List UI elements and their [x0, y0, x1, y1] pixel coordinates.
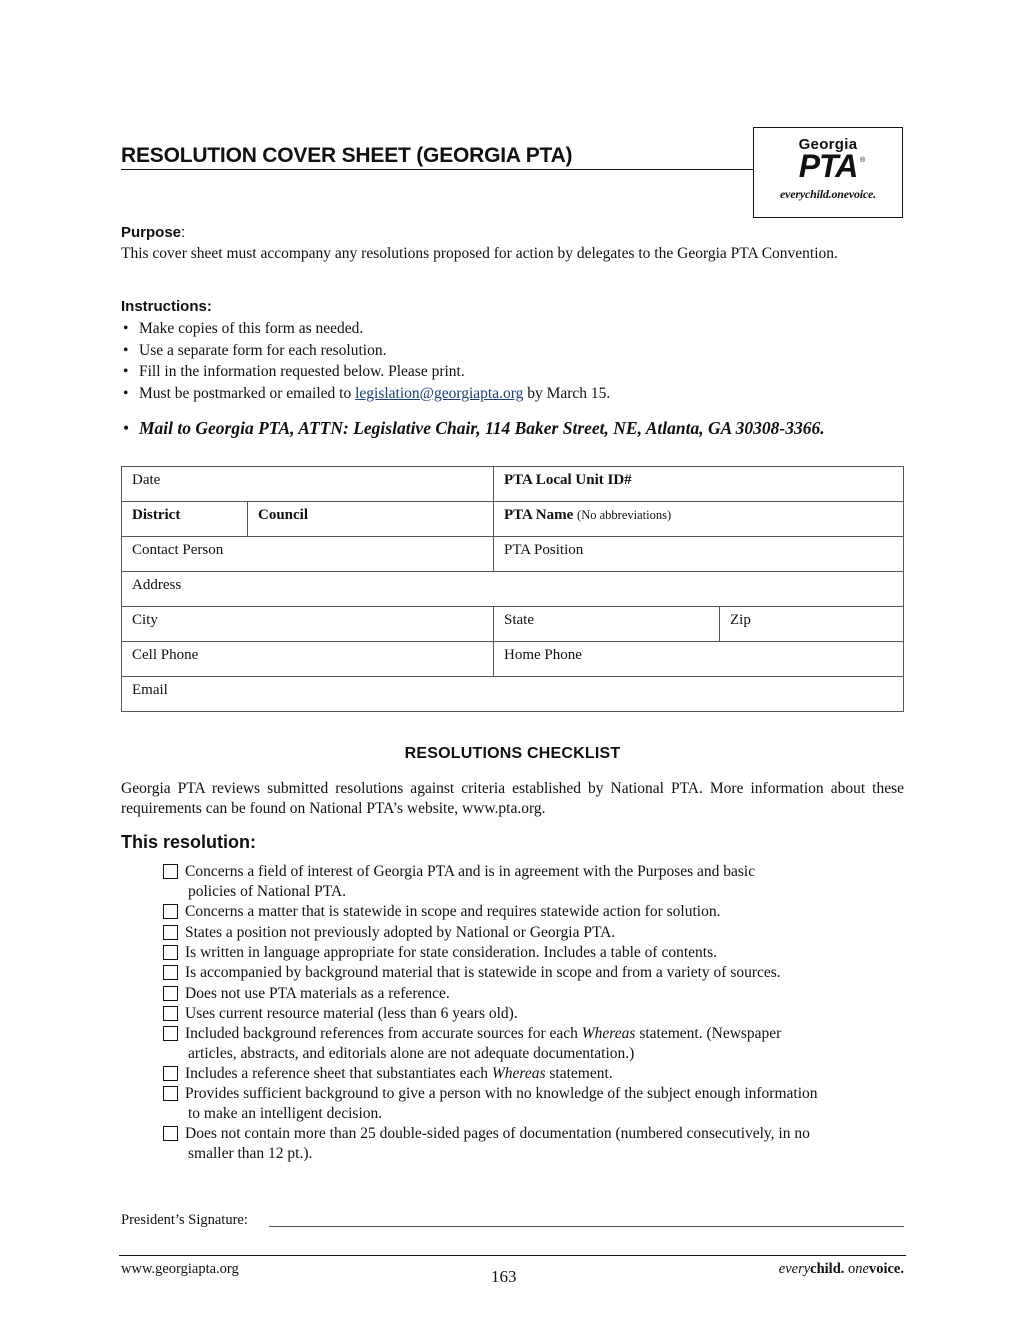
- contact-person-field[interactable]: [122, 537, 493, 571]
- checklist-item: [163, 1064, 908, 1084]
- instruction-text-end: by March 15.: [523, 384, 611, 402]
- zip-label: Zip: [730, 612, 751, 628]
- page-title: RESOLUTION COVER SHEET (GEORGIA PTA): [121, 144, 573, 167]
- checklist-item: [163, 1084, 908, 1124]
- checklist-item-text: Concerns a matter that is statewide in scope and requires statewide action for solution.: [185, 903, 721, 920]
- footer-website: www.georgiapta.org: [121, 1261, 239, 1277]
- checklist-item-text-end: statement.: [545, 1065, 613, 1082]
- purpose-text: This cover sheet must accompany any resolutions proposed for action by delegates to the Georgia PTA Convention.: [121, 245, 838, 262]
- title-underline: [121, 169, 754, 170]
- logo-tagline: everychild.onevoice.: [780, 187, 876, 201]
- checklist-item-text: Is accompanied by background material that is statewide in scope and from a variety of sources.: [185, 964, 781, 981]
- unit-id-label: PTA Local Unit ID#: [504, 472, 632, 488]
- checklist-item: [163, 1124, 908, 1164]
- logo-registered-mark: ®: [860, 157, 866, 164]
- purpose-label: Purpose: [121, 224, 182, 241]
- checklist-item-text-cont: smaller than 12 pt.).: [188, 1145, 313, 1162]
- pta-name-note: (No abbreviations): [577, 508, 672, 522]
- checkbox[interactable]: [163, 864, 178, 879]
- tagline-child: child.: [810, 1261, 845, 1277]
- checkbox[interactable]: [163, 1066, 178, 1081]
- mail-instruction: [121, 418, 825, 439]
- home-phone-field[interactable]: [493, 642, 903, 676]
- pta-position-field[interactable]: [493, 537, 903, 571]
- city-field[interactable]: [122, 607, 493, 641]
- checklist-item-text-cont: articles, abstracts, and editorials alone are not adequate documentation.): [188, 1045, 635, 1062]
- checklist-item-text: Uses current resource material (less than 6 years old).: [185, 1005, 518, 1022]
- checkbox[interactable]: [163, 945, 178, 960]
- instruction-item: [121, 340, 610, 362]
- email-label: Email: [132, 682, 168, 698]
- mail-address: Mail to Georgia PTA, ATTN: Legislative Chair, 114 Baker Street, NE, Atlanta, GA 30308-3366.: [139, 418, 825, 438]
- checkbox[interactable]: [163, 1126, 178, 1141]
- checklist-item: [163, 862, 908, 902]
- instruction-item: [121, 383, 610, 405]
- checkbox[interactable]: [163, 965, 178, 980]
- checkbox[interactable]: [163, 925, 178, 940]
- instructions-list: [121, 318, 610, 404]
- instruction-text: Must be postmarked or emailed to: [139, 384, 356, 402]
- tagline-ne: ne: [855, 1261, 869, 1277]
- instruction-text: Fill in the information requested below. Please print.: [139, 363, 465, 380]
- checklist-item-text: Includes a reference sheet that substantiates each: [185, 1065, 492, 1082]
- bullet: •: [123, 320, 129, 337]
- signature-label: President’s Signature:: [121, 1212, 248, 1228]
- checkbox[interactable]: [163, 904, 178, 919]
- table-row: [122, 676, 903, 711]
- council-field[interactable]: [247, 502, 493, 536]
- city-label: City: [132, 612, 158, 628]
- checkbox[interactable]: [163, 986, 178, 1001]
- checklist-item-text-cont: to make an intelligent decision.: [188, 1105, 383, 1122]
- logo-pta: PTA: [798, 148, 858, 184]
- page-number: 163: [491, 1267, 517, 1286]
- instruction-item: [121, 361, 610, 383]
- checklist-item-text: Provides sufficient background to give a person with no knowledge of the subject enough information: [185, 1085, 818, 1102]
- bullet: •: [123, 341, 129, 359]
- checklist-item: [163, 1024, 908, 1064]
- tagline-voice: voice.: [868, 1261, 904, 1277]
- contact-label: Contact Person: [132, 542, 224, 558]
- district-field[interactable]: [122, 502, 247, 536]
- contact-info-table: [121, 466, 904, 712]
- checklist-item-text: Does not use PTA materials as a reference.: [185, 985, 450, 1002]
- checklist-item-text: States a position not previously adopted by National or Georgia PTA.: [185, 924, 616, 941]
- date-field[interactable]: [122, 467, 493, 501]
- cell-phone-field[interactable]: [122, 642, 493, 676]
- checklist-item-text: Concerns a field of interest of Georgia PTA and is in agreement with the Purposes and basic: [185, 863, 756, 880]
- instruction-text: Make copies of this form as needed.: [139, 320, 364, 337]
- tagline-every: every: [778, 1261, 811, 1277]
- checkbox[interactable]: [163, 1086, 178, 1101]
- cell-phone-label: Cell Phone: [132, 647, 199, 663]
- checklist-item-text-cont: policies of National PTA.: [188, 883, 347, 900]
- bullet: •: [123, 363, 129, 380]
- unit-id-field[interactable]: [493, 467, 903, 501]
- address-label: Address: [132, 577, 182, 593]
- signature-line[interactable]: [269, 1226, 904, 1227]
- state-label: State: [504, 612, 534, 628]
- checklist-item: [163, 923, 908, 943]
- instructions-heading: Instructions:: [121, 298, 212, 315]
- table-row: [122, 467, 903, 501]
- checkbox[interactable]: [163, 1026, 178, 1041]
- checklist-item-text: Included background references from accurate sources for each: [185, 1025, 582, 1042]
- checklist-item: [163, 902, 908, 922]
- bullet: •: [123, 418, 130, 438]
- instruction-item: [121, 318, 610, 340]
- address-field[interactable]: [122, 572, 903, 606]
- table-row: [122, 536, 903, 571]
- checkbox[interactable]: [163, 1006, 178, 1021]
- footer-rule: [119, 1255, 906, 1256]
- purpose-colon: :: [181, 224, 186, 241]
- table-row: [122, 501, 903, 536]
- email-field[interactable]: [122, 677, 903, 711]
- purpose-heading: [121, 224, 185, 241]
- checklist-item: [163, 1004, 908, 1024]
- date-label: Date: [132, 472, 161, 488]
- home-phone-label: Home Phone: [504, 647, 582, 663]
- checklist-item-text-end: statement. (Newspaper: [635, 1025, 782, 1042]
- whereas-emphasis: Whereas: [491, 1065, 546, 1082]
- whereas-emphasis: Whereas: [581, 1025, 636, 1042]
- checklist-item-text: Is written in language appropriate for state consideration. Includes a table of contents.: [185, 944, 717, 961]
- this-resolution-heading: This resolution:: [121, 832, 256, 852]
- checklist-item-text: Does not contain more than 25 double-sided pages of documentation (numbered consecutively, in no: [185, 1125, 810, 1142]
- pta-name-label: PTA Name: [504, 507, 574, 523]
- footer-tagline: [779, 1261, 904, 1278]
- district-label: District: [132, 507, 181, 523]
- zip-field[interactable]: [719, 607, 903, 641]
- checklist-item: [163, 984, 908, 1004]
- bullet: •: [123, 384, 129, 402]
- instruction-text: Use a separate form for each resolution.: [139, 341, 387, 359]
- checklist-item: [163, 943, 908, 963]
- checklist-item: [163, 963, 908, 983]
- table-row: [122, 641, 903, 676]
- georgia-pta-logo: [753, 127, 903, 218]
- table-row: [122, 606, 903, 641]
- council-label: Council: [258, 507, 309, 523]
- checklist-heading: RESOLUTIONS CHECKLIST: [404, 745, 621, 762]
- table-row: [122, 571, 903, 606]
- logo-state: Georgia: [798, 136, 858, 153]
- email-link[interactable]: legislation@georgiapta.org: [355, 384, 524, 402]
- tagline-o: o: [844, 1261, 856, 1277]
- pta-name-field[interactable]: [493, 502, 903, 536]
- checklist-intro: Georgia PTA reviews submitted resolutions against criteria established by National PTA. More information about these requirements can be found on National PTA’s website, www.pta.org.: [121, 780, 904, 817]
- state-field[interactable]: [493, 607, 719, 641]
- position-label: PTA Position: [504, 542, 584, 558]
